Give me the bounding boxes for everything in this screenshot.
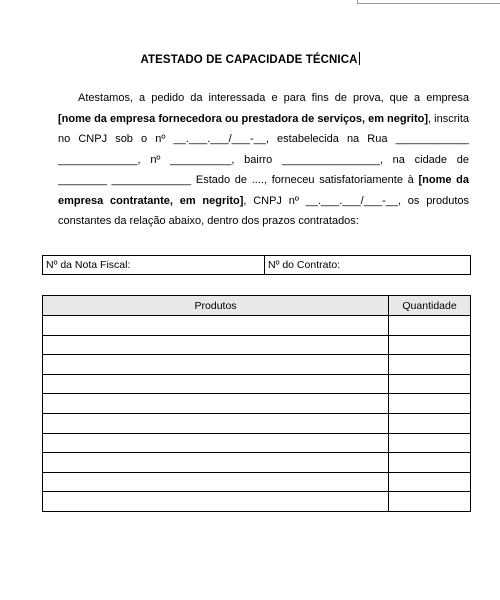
quantidade-cell[interactable] (389, 355, 471, 375)
produto-cell[interactable] (43, 413, 389, 433)
products-header-row (43, 296, 471, 316)
quantidade-cell[interactable] (389, 453, 471, 473)
quantidade-cell[interactable] (389, 492, 471, 512)
produto-cell[interactable] (43, 335, 389, 355)
products-table (42, 295, 471, 512)
text-cursor (359, 52, 360, 65)
quantidade-cell[interactable] (389, 433, 471, 453)
contrato-cell[interactable] (265, 256, 470, 274)
quantidade-cell[interactable] (389, 394, 471, 414)
header-quantidade[interactable]: Quantidade (389, 296, 471, 316)
window-corner-edge (357, 0, 500, 4)
nota-fiscal-cell[interactable] (43, 256, 265, 274)
produto-cell[interactable] (43, 472, 389, 492)
table-row (43, 413, 471, 433)
attestation-paragraph[interactable] (58, 88, 469, 232)
contractor-placeholder: [nome da empresa contratante, em negrito] (58, 174, 469, 207)
table-row (43, 394, 471, 414)
produto-cell[interactable] (43, 355, 389, 375)
reference-table (42, 255, 471, 275)
quantidade-cell[interactable] (389, 335, 471, 355)
table-row (43, 374, 471, 394)
quantidade-cell[interactable] (389, 316, 471, 336)
table-row (43, 492, 471, 512)
supplier-placeholder: [nome da empresa fornecedora ou prestadora de serviços, em negrito] (58, 112, 429, 125)
table-row (43, 355, 471, 375)
quantidade-cell[interactable] (389, 472, 471, 492)
nota-fiscal-label: Nº da Nota Fiscal: (46, 259, 131, 271)
produto-cell[interactable] (43, 453, 389, 473)
table-row (43, 316, 471, 336)
body-text-3: , CNPJ nº __.___.___/___-__, os produtos constantes da relação abaixo, dentro dos prazos contratados: (58, 194, 469, 227)
produto-cell[interactable] (43, 433, 389, 453)
table-row (43, 453, 471, 473)
produto-cell[interactable] (43, 394, 389, 414)
quantidade-cell[interactable] (389, 374, 471, 394)
table-row (43, 335, 471, 355)
produto-cell[interactable] (43, 374, 389, 394)
body-text-2: , inscrita no CNPJ sob o nº __.___.___/___-__, estabelecida na Rua ____________ _____________, nº __________, bairro ________________, na cidade de ________ _____________ Estado de ...., forneceu satisfatoriamente à (58, 112, 469, 186)
produto-cell[interactable] (43, 316, 389, 336)
quantidade-cell[interactable] (389, 413, 471, 433)
body-text-1: Atestamos, a pedido da interessada e para fins de prova, que a empresa (78, 92, 469, 104)
document-title[interactable]: ATESTADO DE CAPACIDADE TÉCNICA (140, 54, 358, 66)
contrato-label: Nº do Contrato: (268, 259, 341, 271)
document-title-container[interactable] (0, 52, 500, 66)
produto-cell[interactable] (43, 492, 389, 512)
table-row (43, 433, 471, 453)
table-row (43, 472, 471, 492)
header-produtos[interactable]: Produtos (43, 296, 389, 316)
